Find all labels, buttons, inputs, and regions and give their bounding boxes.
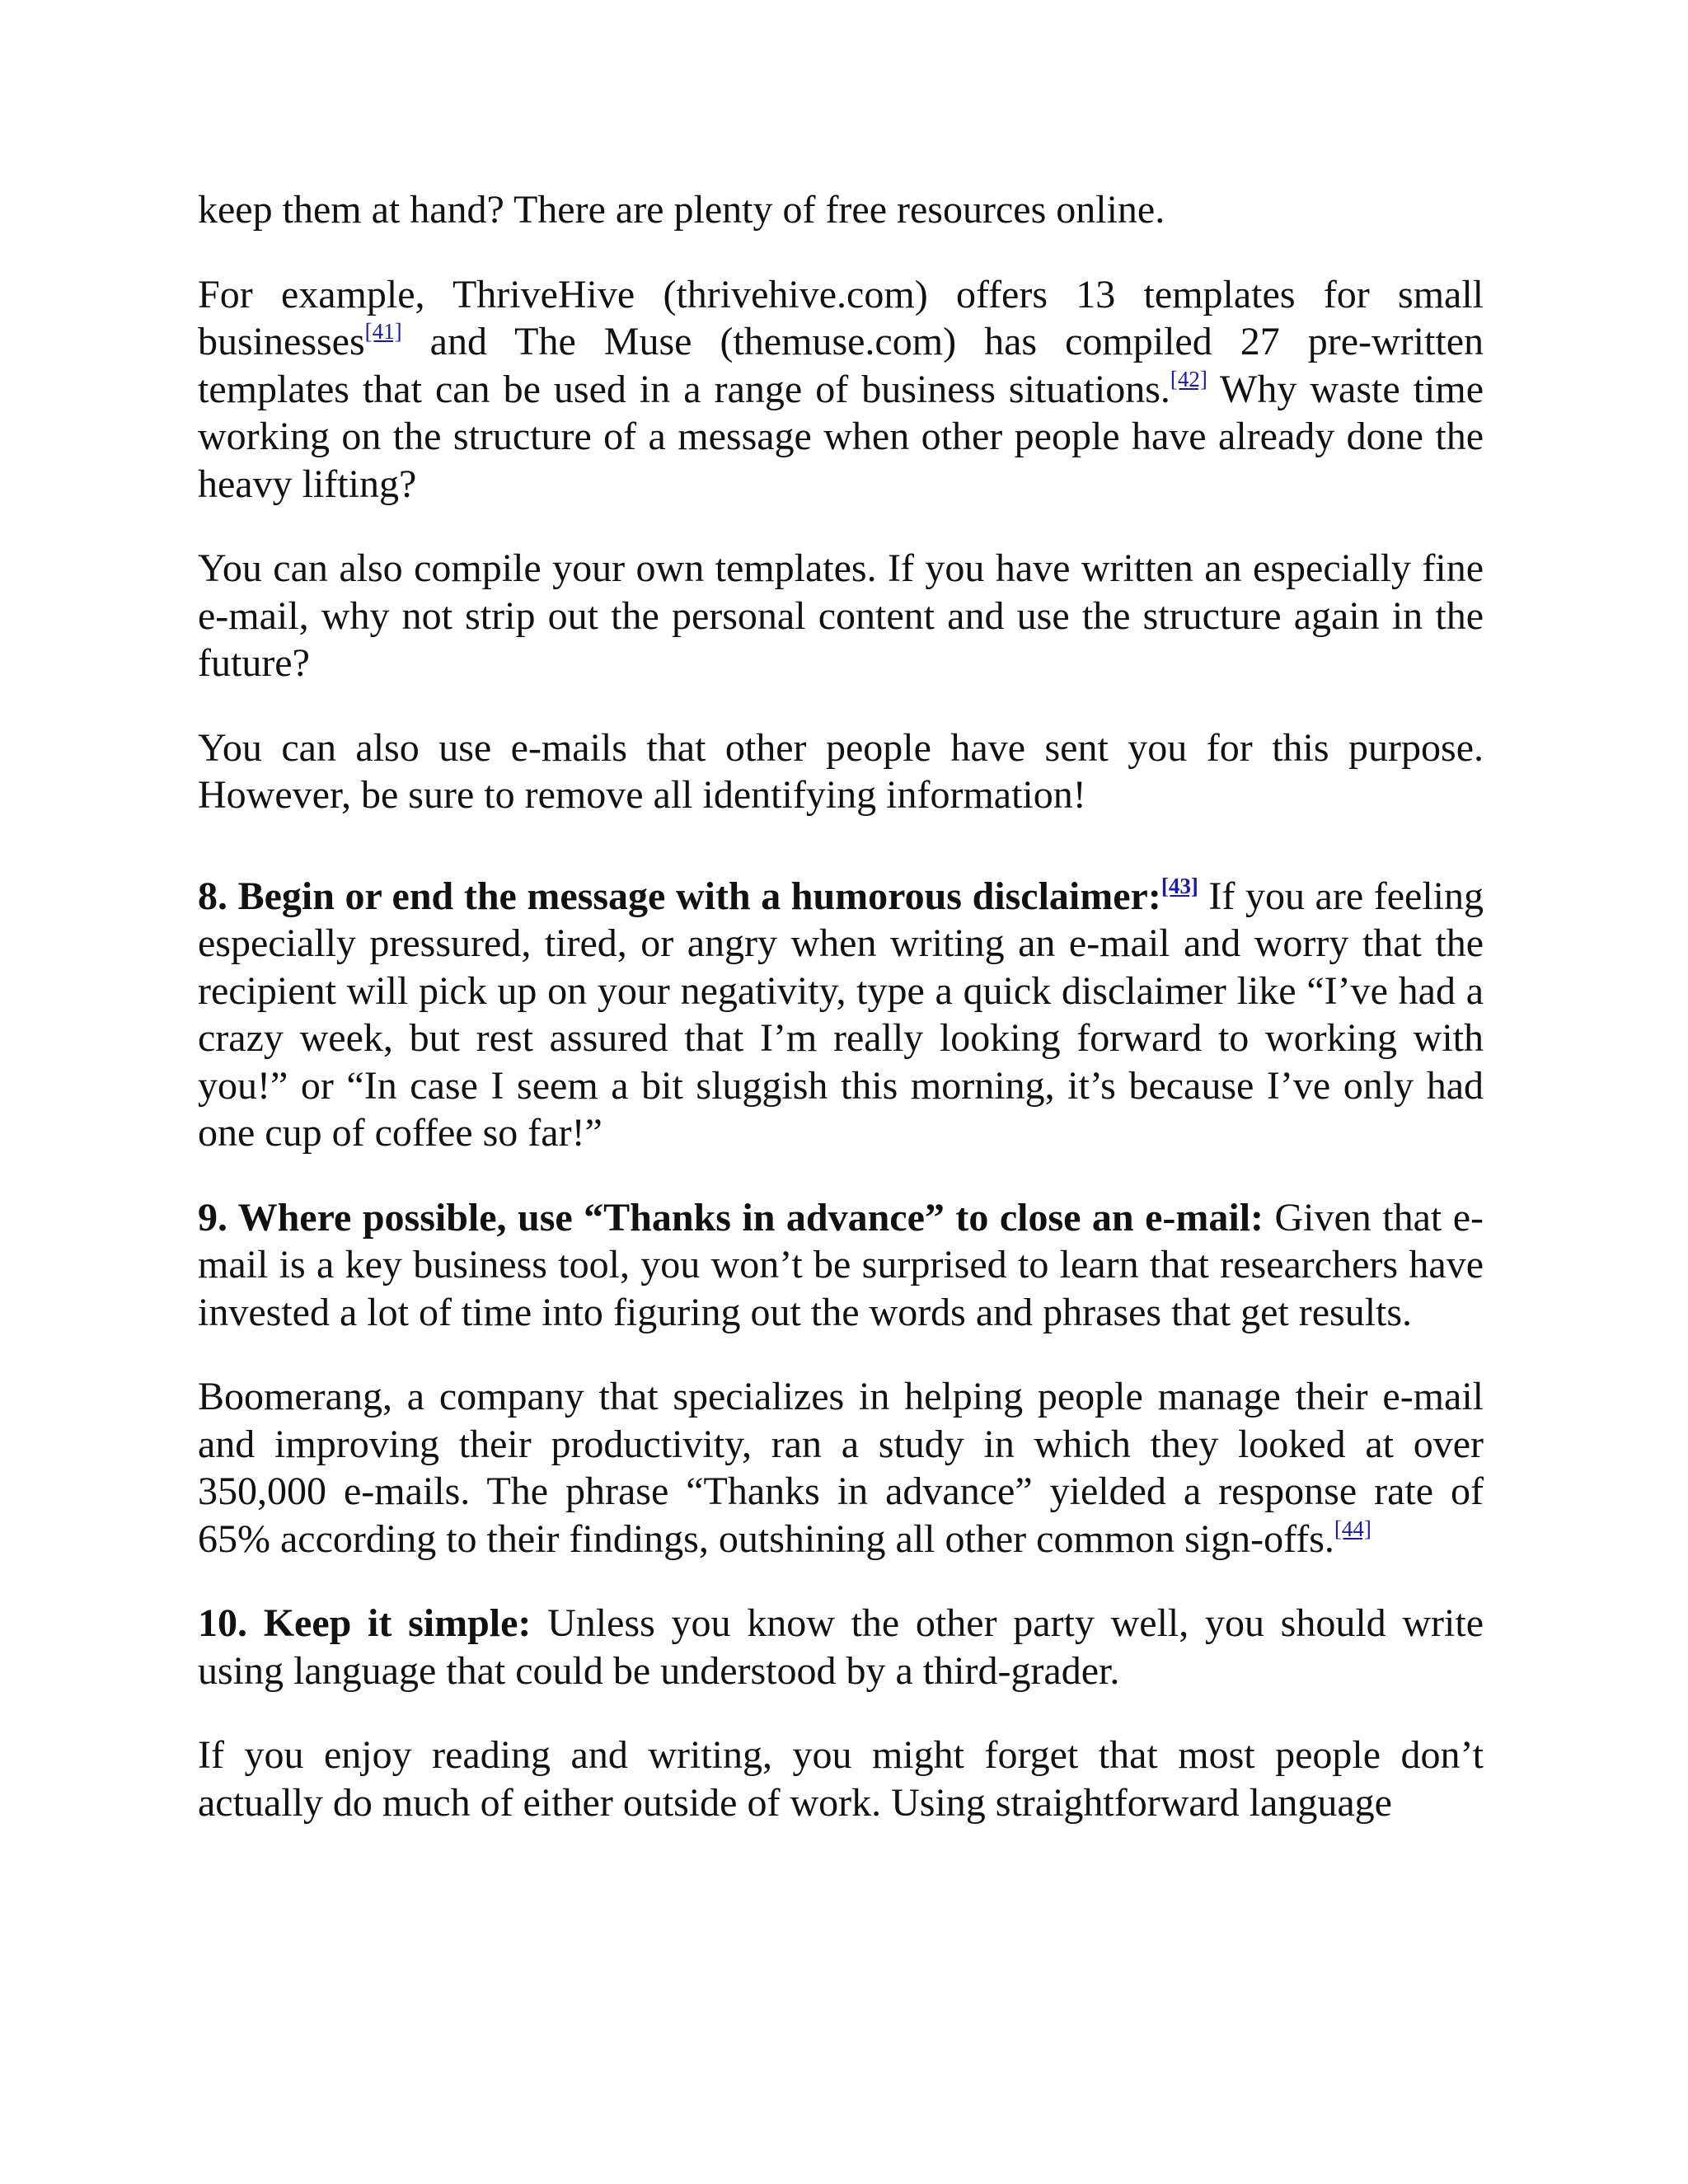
paragraph-boomerang-study	[198, 1373, 1484, 1563]
paragraph-text: If you enjoy reading and writing, you might forget that most people don’t actually do much of either outside of work. Using straightforward language	[198, 1733, 1484, 1825]
footnote-link-43[interactable]: [43]	[1160, 873, 1198, 898]
tip-10-keep-it-simple	[198, 1600, 1484, 1694]
paragraph-text: You can also use e-mails that other people have sent you for this purpose. However, be sure to remove all identifying information!	[198, 725, 1484, 817]
paragraph-reading-writing	[198, 1732, 1484, 1826]
tip-8-humorous-disclaimer	[198, 873, 1484, 1157]
paragraph-text: and The Muse (themuse.com) has compiled 27 pre-written templates that can be used in a range of business situations.	[198, 320, 1484, 411]
footnote-link-41[interactable]: [41]	[364, 319, 402, 344]
paragraph-text: Why waste time working on the structure of a message when other people have already done the heavy lifting?	[198, 367, 1484, 506]
footnote-ref-44	[1334, 1516, 1372, 1541]
tip-heading: 9. Where possible, use “Thanks in advance” to close an e-mail:	[198, 1195, 1264, 1240]
paragraph-text: For example, ThriveHive (thrivehive.com) offers 13 templates for small businesses	[198, 272, 1484, 363]
paragraph-others-emails	[198, 724, 1484, 819]
tip-9-thanks-in-advance	[198, 1194, 1484, 1337]
paragraph-text: You can also compile your own templates. If you have written an especially fine e-mail, why not strip out the personal content and use the structure again in the future?	[198, 546, 1484, 685]
tip-heading: 8. Begin or end the message with a humorous disclaimer:	[198, 874, 1161, 918]
footnote-ref-43	[1161, 874, 1198, 898]
paragraph-intro-line	[198, 186, 1484, 234]
footnote-ref-41	[365, 319, 402, 344]
tip-body: Given that e-mail is a key business tool, you won’t be surprised to learn that researchers have invested a lot of time into figuring out the words and phrases that get results.	[198, 1195, 1484, 1334]
paragraph-own-templates	[198, 545, 1484, 687]
paragraph-text: Boomerang, a company that specializes in helping people manage their e-mail and improving their productivity, ran a study in which they looked at over 350,000 e-mails. The phrase “Thanks in advance” yielded a response rate of 65% according to their findings, outshining all other common sign-offs.	[198, 1375, 1484, 1561]
paragraph-text: keep them at hand? There are plenty of free resources online.	[198, 188, 1165, 232]
document-page	[198, 186, 1484, 1863]
footnote-link-44[interactable]: [44]	[1334, 1516, 1372, 1541]
tip-body: Unless you know the other party well, you should write using language that could be understood by a third-grader.	[198, 1601, 1484, 1693]
tip-body: If you are feeling especially pressured, tired, or angry when writing an e-mail and worry that the recipient will pick up on your negativity, type a quick disclaimer like “I’ve had a crazy week, but rest assured that I’m really looking forward to working with you!” or “In case I seem a bit sluggish this morning, it’s because I’ve only had one cup of coffee so far!”	[198, 874, 1484, 1155]
footnote-link-42[interactable]: [42]	[1170, 366, 1207, 391]
paragraph-templates-example	[198, 271, 1484, 509]
footnote-ref-42	[1170, 367, 1207, 391]
tip-heading: 10. Keep it simple:	[198, 1601, 532, 1645]
